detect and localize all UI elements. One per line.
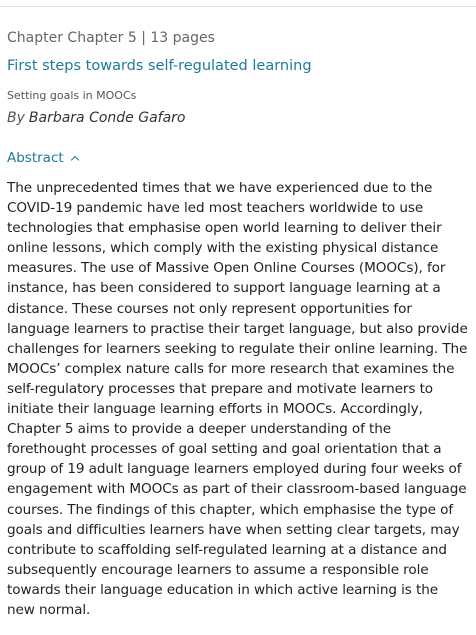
chapter-label: Chapter Chapter 5 bbox=[7, 30, 137, 46]
meta-separator: | bbox=[136, 30, 151, 46]
abstract-toggle-button[interactable] bbox=[7, 150, 78, 166]
chapter-meta bbox=[7, 30, 215, 46]
chapter-subtitle: Setting goals in MOOCs bbox=[7, 89, 137, 102]
abstract-toggle-label: Abstract bbox=[7, 150, 64, 166]
top-divider bbox=[0, 6, 476, 7]
chapter-title-link[interactable]: First steps towards self-regulated learning bbox=[7, 58, 312, 74]
author-name: Barbara Conde Gafaro bbox=[28, 110, 186, 126]
page-count: 13 pages bbox=[150, 30, 215, 46]
abstract-text: The unprecedented times that we have experienced due to the COVID-19 pandemic have led most teachers worldwide to use technologies that emphasise open world learning to deliver their online lessons, which comply with the existing physical distance measures. The use of Massive Open Online Courses (MOOCs), for instance, has been considered to support language learning at a distance. These courses not only represent opportunities for language learners to practise their target language, but also provide challenges for learners seeking to regulate their online learning. The MOOCs’ complex nature calls for more research that examines the self-regulatory processes that prepare and motivate learners to initiate their language learning efforts in MOOCs. Accordingly, Chapter 5 aims to provide a deeper understanding of the forethought processes of goal setting and goal orientation that a group of 19 adult language learners employed during four weeks of engagement with MOOCs as part of their classroom-based language courses. The findings of this chapter, which emphasise the type of goals and difficulties learners have when setting clear targets, may contribute to scaffolding self-regulated learning at a distance and subsequently encourage learners to assume a responsible role towards their language education in which active learning is the new normal. bbox=[7, 180, 468, 618]
byline bbox=[7, 110, 186, 126]
chevron-up-icon bbox=[70, 155, 78, 163]
byline-prefix: By bbox=[7, 110, 25, 126]
